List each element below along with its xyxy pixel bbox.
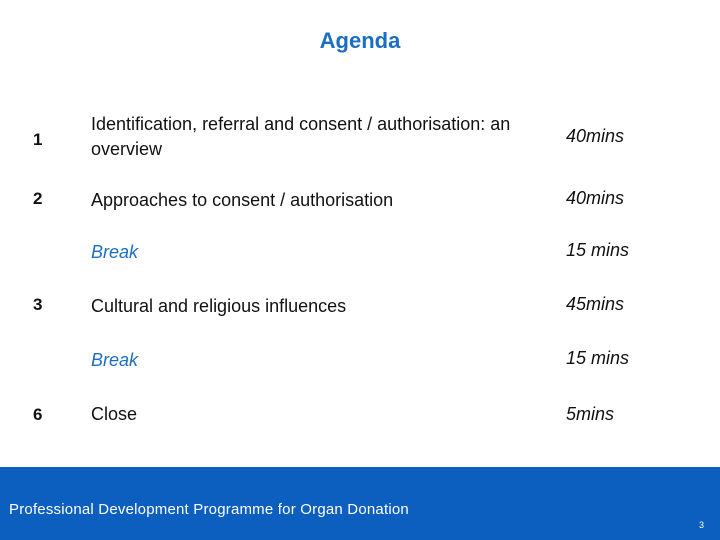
agenda-item-description: Cultural and religious influences bbox=[91, 296, 347, 316]
agenda-break-label: Break bbox=[91, 242, 139, 262]
agenda-item-number: 6 bbox=[33, 405, 43, 424]
agenda-item-duration: 5mins bbox=[566, 404, 615, 424]
agenda-item-duration: 15 mins bbox=[566, 240, 630, 260]
page-number: 3 bbox=[698, 520, 704, 530]
agenda-item-description: Identification, referral and consent / authorisation: an overview bbox=[91, 114, 511, 159]
agenda-item-description: Approaches to consent / authorisation bbox=[91, 190, 394, 210]
agenda-item-number: 2 bbox=[33, 189, 43, 208]
agenda-break-label: Break bbox=[91, 350, 139, 370]
agenda-item-duration: 40mins bbox=[566, 188, 625, 208]
agenda-item-duration: 45mins bbox=[566, 294, 625, 314]
agenda-item-duration: 15 mins bbox=[566, 348, 630, 368]
agenda-item-number: 1 bbox=[33, 130, 43, 149]
footer-text: Professional Development Programme for Organ Donation bbox=[9, 501, 409, 518]
agenda-item-duration: 40mins bbox=[566, 126, 625, 146]
agenda-item-number: 3 bbox=[33, 295, 43, 314]
footer-bar bbox=[0, 467, 720, 540]
agenda-item-description: Close bbox=[91, 404, 138, 424]
page-title: Agenda bbox=[319, 28, 401, 53]
